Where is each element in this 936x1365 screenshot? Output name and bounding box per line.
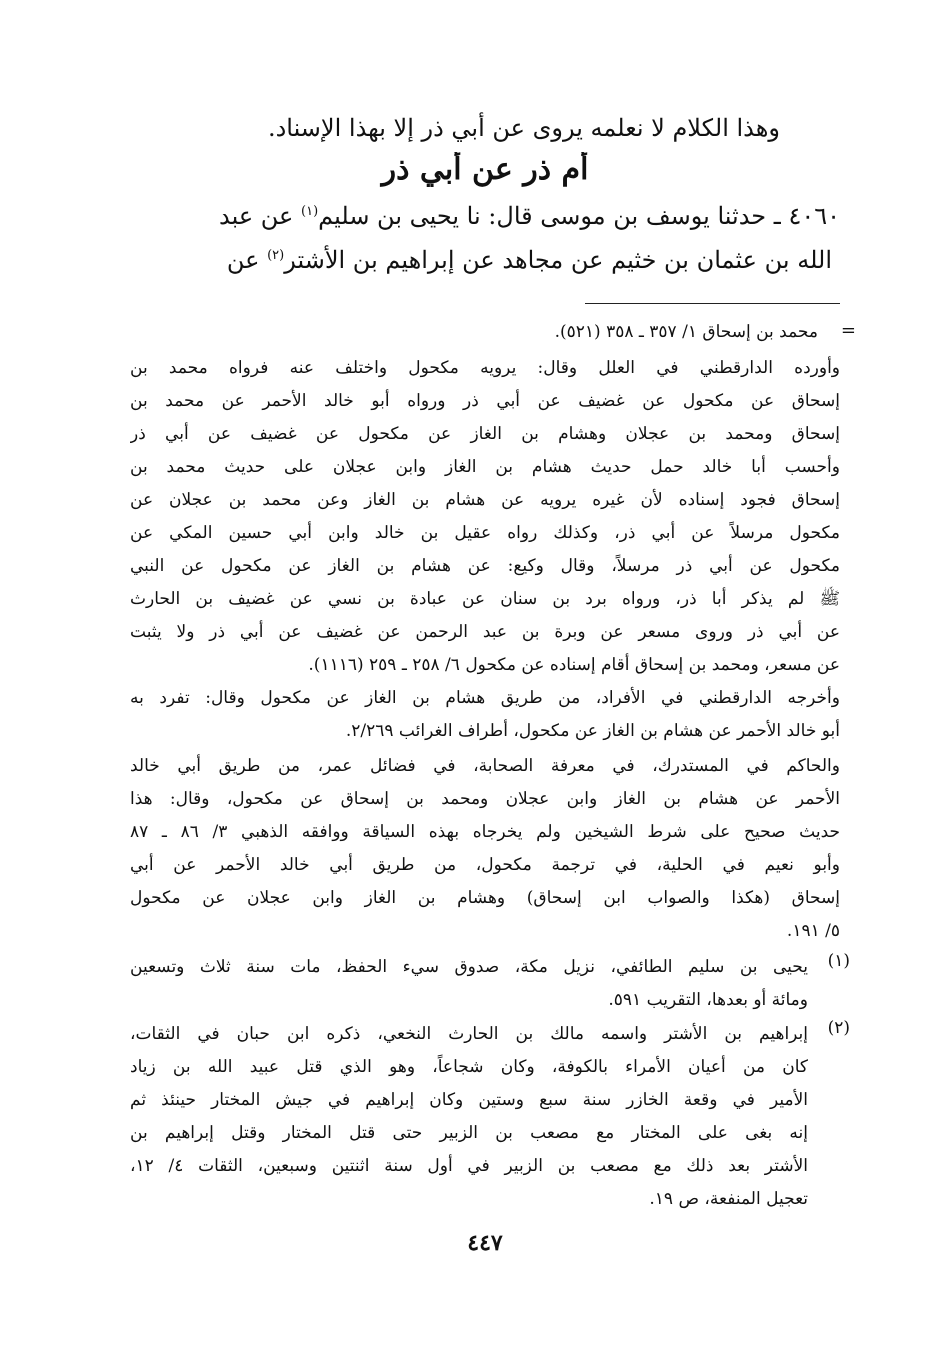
footnote-line: حديث صحيح على شرط الشيخين ولم يخرجاه بهذه السياقة ووافقه الذهبي ٣/ ٨٦ ـ ٨٧ xyxy=(130,822,840,842)
footnote-line: أبو خالد الأحمر عن هشام بن الغاز عن مكحول، أطراف الغرائب ٢/٢٦٩. xyxy=(345,721,840,741)
footnote-number-1: (١) xyxy=(827,951,850,971)
footnote-line: مكحول عن أبي ذر مرسلاً، وقال وكيع: عن هشام بن الغاز عن مكحول عن النبي xyxy=(130,556,840,576)
footnote-line: يحيى بن سليم الطائفي، نزيل مكة، صدوق سيء الحفظ، مات سنة ثلاث وتسعين xyxy=(130,957,808,977)
footnote-ref-1: (١) xyxy=(301,204,319,219)
footnote-line: وأخرجه الدارقطني في الأفراد، من طريق هشام بن الغاز عن مكحول وقال: تفرد به xyxy=(130,688,840,708)
footnote-number-2: (٢) xyxy=(827,1018,850,1038)
footnote-line: إسحاق (هكذا والصواب ابن إسحاق) وهشام بن الغاز وابن عجلان عن مكحول xyxy=(130,888,840,908)
page-number: ٤٤٧ xyxy=(467,1230,503,1256)
footnote-line: تعجيل المنفعة، ص ١٩. xyxy=(649,1189,808,1209)
footnote-line: الأمير في وقعة الخازر سنة سبع وستين وكان إبراهيم في جيش المختار حينئذ ثم xyxy=(130,1090,808,1110)
footnote-line: إنه بغى على المختار مع مصعب بن الزبير حتى قتل المختار وقتل إبراهيم بن xyxy=(130,1123,808,1143)
hadith-line xyxy=(130,240,832,285)
hadith-text: ٤٠٦٠ ـ حدثنا يوسف بن موسى قال: نا يحيى بن سليم xyxy=(318,202,840,230)
footnote-line: الأحمر عن هشام بن الغاز وابن عجلان ومحمد بن إسحاق عن مكحول، وقال: هذا xyxy=(130,789,840,809)
footnote-line: وأبو نعيم في الحلية، في ترجمة مكحول، من طريق أبي خالد الأحمر عن أبي xyxy=(130,855,840,875)
footnote-line: وأحسب أبا خالد حمل حديث هشام بن الغاز وابن عجلان على حديث محمد بن xyxy=(130,457,840,477)
document-page xyxy=(130,100,856,1350)
footnote-line: إسحاق فجود إسناده لأن غيره يرويه عن هشام بن الغاز وعن محمد بن عجلان عن xyxy=(130,490,840,510)
footnote-line: كان من أعيان الأمراء بالكوفة، وكان شجاعاً، وهو الذي قتل عبيد الله بن زياد xyxy=(130,1057,808,1077)
hadith-text: الله بن عثمان بن خثيم عن مجاهد عن إبراهيم بن الأشتر xyxy=(284,246,832,274)
footnote-line: ﷺ لم يذكر أبا ذر، ورواه برد بن سنان عن عبادة بن نسي عن غضيف بن الحارث xyxy=(130,589,840,609)
footnote-line: إسحاق عن مكحول عن غضيف عن أبي ذر ورواه أبو خالد الأحمر عن محمد بن xyxy=(130,391,840,411)
footnote-line: إبراهيم بن الأشتر واسمه مالك بن الحارث النخعي، ذكره ابن حبان في الثقات، xyxy=(130,1024,808,1044)
footnote-line: عن مسعر، ومحمد بن إسحاق أقام إسناده عن مكحول ٦/ ٢٥٨ ـ ٢٥٩ (١١١٦). xyxy=(308,655,840,675)
main-text-line: وهذا الكلام لا نعلمه يروى عن أبي ذر إلا بهذا الإسناد. xyxy=(267,114,780,142)
footnote-line: عن أبي ذر وروى مسعر عن وبرة بن عبد الرحمن عن غضيف عن أبي ذر ولا يثبت xyxy=(130,622,840,642)
footnote-line: والحاكم في المستدرك، في معرفة الصحابة، في فضائل عمر، من طريق أبي خالد xyxy=(130,756,840,776)
footnote-line: ومائة أو بعدها، التقريب ٥٩١. xyxy=(608,990,808,1010)
section-heading: أم ذر عن أبي ذر xyxy=(381,152,589,187)
footnote-separator xyxy=(585,303,840,304)
continuation-mark: = xyxy=(840,320,856,341)
footnote-line: محمد بن إسحاق ١/ ٣٥٧ ـ ٣٥٨ (٥٢١). xyxy=(554,322,818,342)
footnote-line: الأشتر بعد ذلك مع مصعب بن الزبير في أول سنة اثنتين وسبعين، الثقات ٤/ ١٢، xyxy=(130,1156,808,1176)
hadith-line xyxy=(130,196,840,241)
footnote-line: وأورده الدارقطني في العلل وقال: يرويه مكحول واختلف عنه فرواه محمد بن xyxy=(130,358,840,378)
footnote-ref-2: (٢) xyxy=(267,248,285,263)
footnote-line: ٥/ ١٩١. xyxy=(786,921,840,941)
hadith-text: عن xyxy=(226,246,268,274)
footnote-line: مكحول مرسلاً عن أبي ذر، وكذلك رواه عقيل بن خالد وابن أبي حسين المكي عن xyxy=(130,523,840,543)
hadith-text: عن عبد xyxy=(219,202,302,230)
footnote-line: إسحاق ومحمد بن عجلان وهشام بن الغاز عن مكحول عن غضيف عن أبي ذر xyxy=(130,424,840,444)
